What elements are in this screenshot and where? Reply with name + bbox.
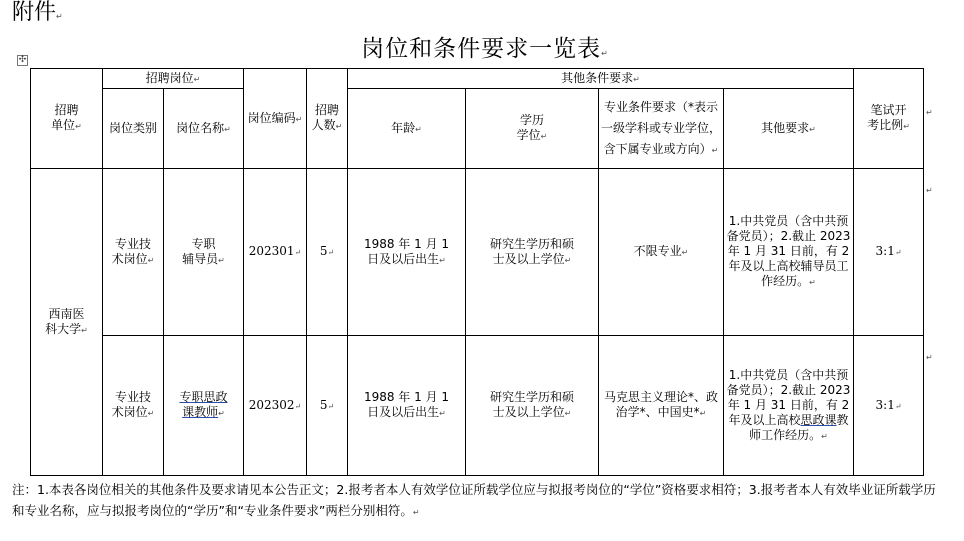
table-row [31, 169, 924, 336]
post-type-cell: 专业技 术岗位↵ [103, 169, 164, 336]
table-move-handle-icon[interactable]: ✣ [18, 55, 27, 65]
header-post-name: 岗位名称↵ [164, 89, 244, 169]
age-cell: 1988 年 1 月 1 日及以后出生↵ [348, 169, 466, 336]
header-count: 招聘 人数↵ [307, 69, 348, 169]
header-unit: 招聘 单位↵ [31, 69, 103, 169]
post-name-cell: 专职 辅导员↵ [164, 169, 244, 336]
ratio-cell: 3:1↵ [854, 169, 924, 336]
education-cell: 研究生学历和硕 士及以上学位↵ [466, 336, 599, 476]
post-code-cell: 202301↵ [244, 169, 307, 336]
row-end-mark: ↵ [926, 186, 933, 195]
post-type-cell: 专业技 术岗位↵ [103, 336, 164, 476]
post-name-cell: 专职思政 课教师↵ [164, 336, 244, 476]
header-major: 专业条件要求（*表示一级学科或专业学位，含下属专业或方向）↵ [599, 89, 724, 169]
header-post-group: 招聘岗位↵ [103, 69, 244, 89]
header-age: 年龄↵ [348, 89, 466, 169]
major-cell: 马克思主义理论*、政治学*、中国史*↵ [599, 336, 724, 476]
page-title: 岗位和条件要求一览表↵ [361, 36, 609, 62]
header-education: 学历 学位↵ [466, 89, 599, 169]
ratio-cell: 3:1↵ [854, 336, 924, 476]
table-row [31, 336, 924, 476]
attachment-label: 附件↵ [12, 0, 63, 25]
unit-cell: 西南医 科大学↵ [31, 169, 103, 476]
other-requirements-cell: 1.中共党员（含中共预备党员）；2.截止 2023 年 1 月 31 日前，有 2 年及以上高校思政课教师工作经历。↵ [724, 336, 854, 476]
header-ratio: 笔试开 考比例↵ [854, 69, 924, 169]
count-cell: 5↵ [307, 336, 348, 476]
education-cell: 研究生学历和硕 士及以上学位↵ [466, 169, 599, 336]
row-end-mark: ↵ [926, 353, 933, 362]
age-cell: 1988 年 1 月 1 日及以后出生↵ [348, 336, 466, 476]
row-end-mark: ↵ [926, 108, 933, 117]
count-cell: 5↵ [307, 169, 348, 336]
header-other: 其他要求↵ [724, 89, 854, 169]
header-post-code: 岗位编码↵ [244, 69, 307, 169]
positions-table [30, 68, 924, 476]
header-post-type: 岗位类别 [103, 89, 164, 169]
major-cell: 不限专业↵ [599, 169, 724, 336]
post-code-cell: 202302↵ [244, 336, 307, 476]
other-requirements-cell: 1.中共党员（含中共预备党员）；2.截止 2023 年 1 月 31 日前，有 2 年及以上高校辅导员工作经历。↵ [724, 169, 854, 336]
header-other-group: 其他条件要求↵ [348, 69, 854, 89]
footnote: 注：1.本表各岗位相关的其他条件及要求请见本公告正文；2.报考者本人有效学位证所载学位应与拟报考岗位的“学位”资格要求相符；3.报考者本人有效毕业证所载学历和专业名称，应与拟报考岗位的“学历”和“专业条件要求”两栏分别相符。↵ [12, 482, 936, 518]
